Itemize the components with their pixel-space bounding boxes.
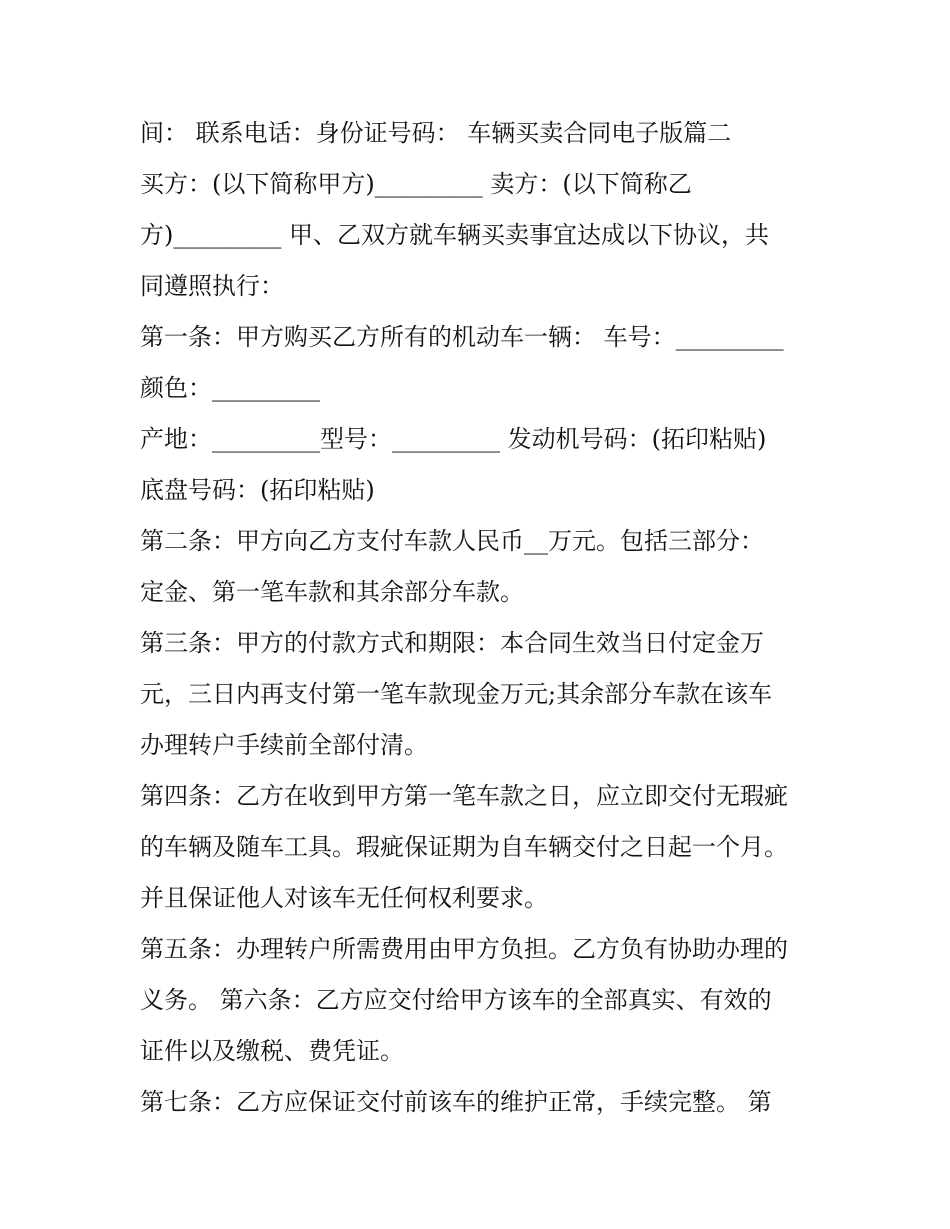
text-line: 第二条：甲方向乙方支付车款人民币__万元。包括三部分： [140,527,764,555]
text-line: 义务。 第六条：乙方应交付给甲方该车的全部真实、有效的 [140,986,772,1014]
text-line: 第三条：甲方的付款方式和期限：本合同生效当日付定金万 [140,629,764,657]
text-line: 办理转户手续前全部付清。 [140,731,428,759]
text-line: 同遵照执行： [140,272,284,300]
text-line: 间： 联系电话：身份证号码： 车辆买卖合同电子版篇二 [140,119,732,147]
text-line: 定金、第一笔车款和其余部分车款。 [140,578,524,606]
contract-text [140,108,820,1128]
text-line: 方)_________ 甲、乙双方就车辆买卖事宜达成以下协议，共 [140,221,769,249]
text-line: 第一条：甲方购买乙方所有的机动车一辆： 车号：_________ [140,323,784,351]
text-line: 第五条：办理转户所需费用由甲方负担。乙方负有协助办理的 [140,935,788,963]
text-line: 第七条：乙方应保证交付前该车的维护正常，手续完整。 第 [140,1088,772,1116]
text-line: 并且保证他人对该车无任何权利要求。 [140,884,548,912]
text-line: 颜色：_________ [140,374,320,402]
text-line: 第四条：乙方在收到甲方第一笔车款之日，应立即交付无瑕疵 [140,782,788,810]
text-line: 的车辆及随车工具。瑕疵保证期为自车辆交付之日起一个月。 [140,833,788,861]
text-line: 证件以及缴税、费凭证。 [140,1037,404,1065]
text-line: 底盘号码：(拓印粘贴) [140,476,375,504]
text-line: 产地：_________型号：_________ 发动机号码：(拓印粘贴) [140,425,767,453]
text-line: 元，三日内再支付第一笔车款现金万元;其余部分车款在该车 [140,680,773,708]
text-line: 买方：(以下简称甲方)_________ 卖方：(以下简称乙 [140,170,692,198]
